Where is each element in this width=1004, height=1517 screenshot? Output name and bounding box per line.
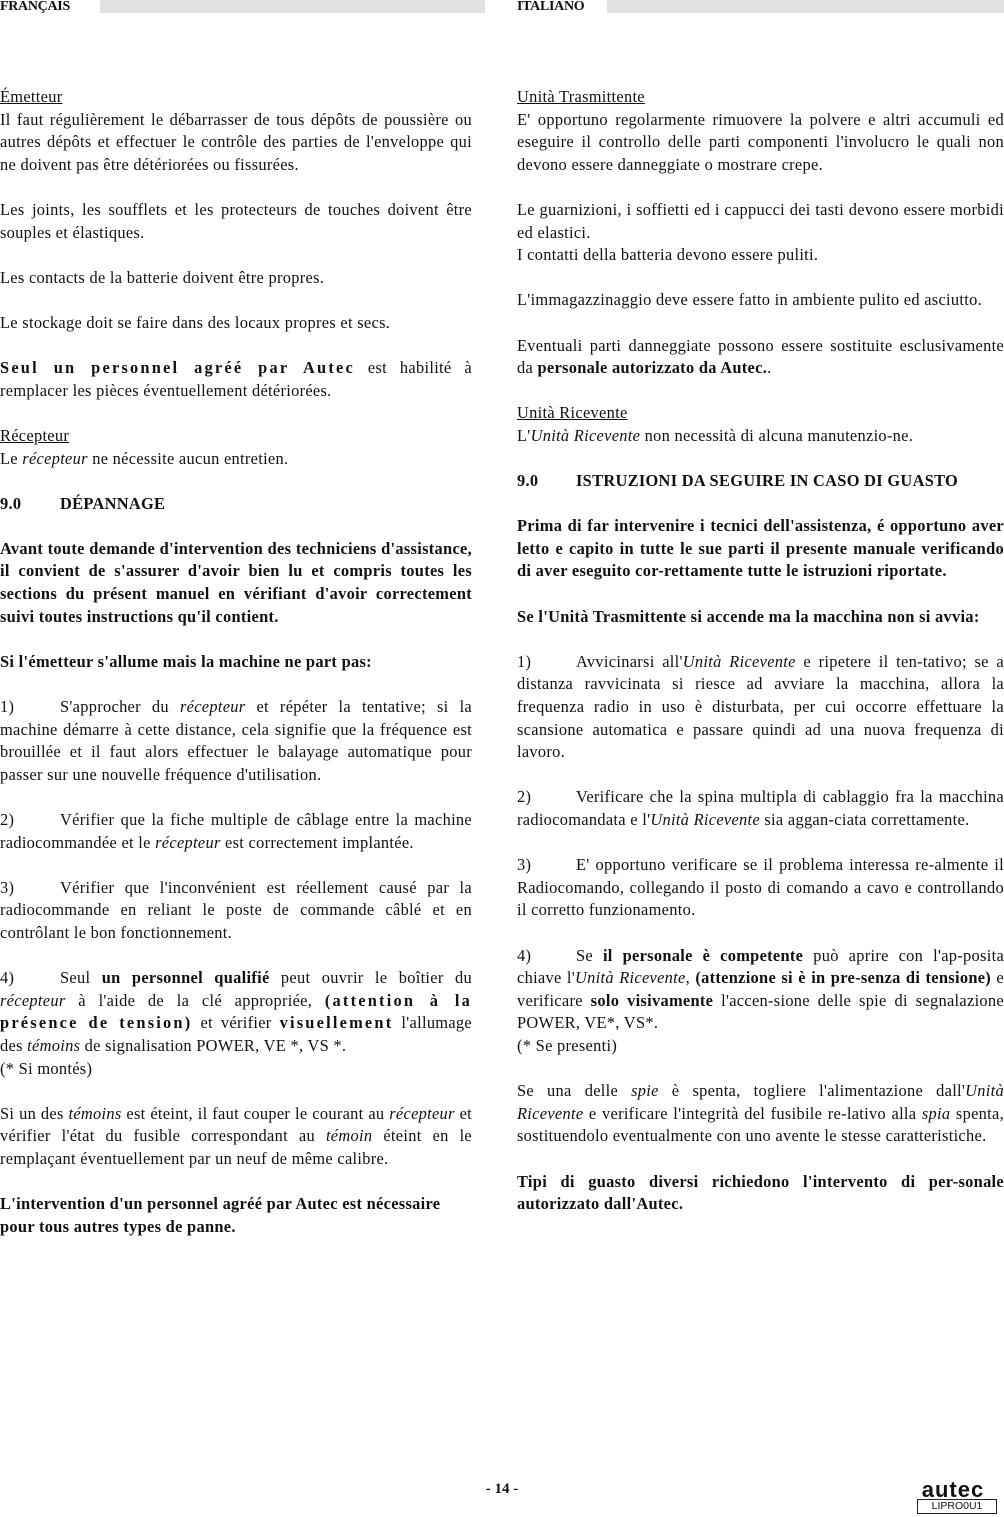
emitter-text: Il faut régulièrement le débarrasser de tous dépôts de poussière ou autres dépôts et effectuer le contrôle des parties de l'enveloppe qui ne doivent pas être détériorées ou fissurées.: [0, 109, 472, 174]
step-4: 4) Seul un personnel qualifié peut ouvrir le boîtier du récepteur à l'aide de la clé appropriée, (attention à la présence de tension) et vérifier visuellement l'allumage des témoins de signalisation POWER, VE *, VS *.: [0, 968, 473, 1055]
document-code: LIPRO0U1: [917, 1499, 997, 1514]
emitter-text: E' opportuno regolarmente rimuovere la polvere e altri accumuli ed eseguire il controllo delle parti componenti l'involucro le quali non devono essere danneggiate o mostrare crepe.: [517, 109, 1004, 174]
autec-bold: Seul un personnel agréé par Autec: [0, 358, 355, 378]
autec-logo: [905, 1477, 1001, 1513]
receiver-text: L'Unità Ricevente non necessità di alcuna manutenzio-ne.: [517, 425, 914, 445]
header-bar-left: [100, 0, 485, 13]
step-3: 3) Vérifier que l'inconvénient est réellement causé par la radiocommande en reliant le poste de commande câblé et en contrôlant le bon fonctionnement.: [0, 877, 472, 942]
receiver-title: Récepteur: [0, 425, 70, 445]
section-title: DÉPANNAGE: [60, 493, 166, 513]
autec-paragraph: Seul un personnel agréé par Autec est habilité à remplacer les pièces éventuellement détériorées.: [0, 358, 472, 400]
step-4: 4) Se il personale è competente può aprire con l'ap-posita chiave l'Unità Ricevente, (attenzione si è in pre-senza di tensione) e verificare solo visivamente l'accen-sione delle spie di segnalazione POWER, VE*, VS*.: [517, 945, 1004, 1033]
autec-paragraph: Eventuali parti danneggiate possono essere sostituite esclusivamente da personale autorizzato da Autec..: [517, 335, 1004, 378]
storage-text: Le stockage doit se faire dans des locaux propres et secs.: [0, 312, 391, 332]
final-text: Tipi di guasto diversi richiedono l'intervento di per-sonale autorizzato dall'Autec.: [517, 1171, 1004, 1214]
emitter-title: Unità Trasmittente: [517, 87, 645, 106]
lamps-text: Si un des témoins est éteint, il faut couper le courant au récepteur et vérifier l'état du fusible correspondant au témoin éteint en le remplaçant éventuellement par un neuf de même calibre.: [0, 1103, 473, 1168]
case-heading: Se l'Unità Trasmittente si accende ma la macchina non si avvia:: [517, 606, 980, 626]
step-2: 2) Verificare che la spina multipla di cablaggio fra la macchina radiocomandata e l'Unità Ricevente sia aggan-ciata correttamente.: [517, 787, 1004, 829]
lamps-text: Se una delle spie è spenta, togliere l'alimentazione dall'Unità Ricevente e verificare l'integrità del fusibile re-lativo alla spia spenta, sostituendolo eventualmente con uno avente le stesse caratteristiche.: [517, 1081, 1004, 1146]
logo-text: autec: [921, 1477, 985, 1502]
step-3: 3) E' opportuno verificare se il problema interessa re-almente il Radiocomando, collegando il posto di comando a cavo e controllando il corretto funzionamento.: [517, 855, 1004, 920]
receiver-title: Unità Ricevente: [517, 403, 628, 423]
joints-text: Les joints, les soufflets et les protecteurs de touches doivent être souples et élastiques.: [0, 199, 472, 242]
french-column: [0, 86, 472, 1261]
section-heading: 9.0 ISTRUZIONI DA SEGUIRE IN CASO DI GUASTO: [517, 470, 1004, 493]
step-1: 1) Avvicinarsi all'Unità Ricevente e ripetere il ten-tativo; se a distanza ravvicinata si riesce ad avviare la macchina, allora la frequenza radio in uso è disturbata, per cui occorre effettuare la scansione automatica e passare quindi ad una nuova frequenza di lavoro.: [517, 651, 1004, 762]
final-text: L'intervention d'un personnel agréé par Autec est nécessaire pour tous autres types de panne.: [0, 1194, 441, 1236]
emitter-title: Émetteur: [0, 87, 63, 106]
step-2: 2) Vérifier que la fiche multiple de câblage entre la machine radiocommandée et le récepteur est correctement implantée.: [0, 810, 472, 852]
section-heading: 9.0 DÉPANNAGE: [0, 493, 472, 516]
intro-text: Avant toute demande d'intervention des techniciens d'assistance, il convient de s'assurer d'avoir bien lu et compris toutes les sections du présent manuel en vérifiant d'avoir correctement suivi toutes instructions qu'il contient.: [0, 538, 472, 626]
receiver-text: Le récepteur ne nécessite aucun entretien.: [0, 448, 289, 468]
step-4-note: (* Se presenti): [517, 1035, 618, 1055]
page-number: - 14 -: [485, 1481, 519, 1497]
joints-text: Le guarnizioni, i soffietti ed i cappucci dei tasti devono essere morbidi ed elastici.: [517, 199, 1004, 242]
section-title: ISTRUZIONI DA SEGUIRE IN CASO DI GUASTO: [576, 471, 959, 491]
step-1: 1) S'approcher du récepteur et répéter la tentative; si la machine démarre à cette distance, cela signifie que la fréquence est brouillée et il faut alors effectuer le balayage automatique pour passer sur une nouvelle fréquence d'utilisation.: [0, 697, 472, 784]
contacts-text: I contatti della batteria devono essere puliti.: [517, 245, 819, 265]
italian-column: [517, 86, 1004, 1238]
header-bar-right: [607, 0, 1004, 13]
storage-text: L'immagazzinaggio deve essere fatto in ambiente pulito ed asciutto.: [517, 290, 982, 310]
intro-text: Prima di far intervenire i tecnici dell'assistenza, é opportuno aver letto e capito in tutte le sue parti il presente manuale verificando di aver eseguito cor-rettamente tutte le istruzioni riportate.: [517, 516, 1004, 581]
header-language-french: FRANÇAIS: [0, 0, 70, 14]
step-4-note: (* Si montés): [0, 1058, 93, 1078]
contacts-text: Les contacts de la batterie doivent être propres.: [0, 267, 325, 287]
autec-bold: personale autorizzato da Autec.: [537, 358, 768, 378]
case-heading: Si l'émetteur s'allume mais la machine ne part pas:: [0, 651, 372, 671]
header-language-italian: ITALIANO: [517, 0, 585, 14]
